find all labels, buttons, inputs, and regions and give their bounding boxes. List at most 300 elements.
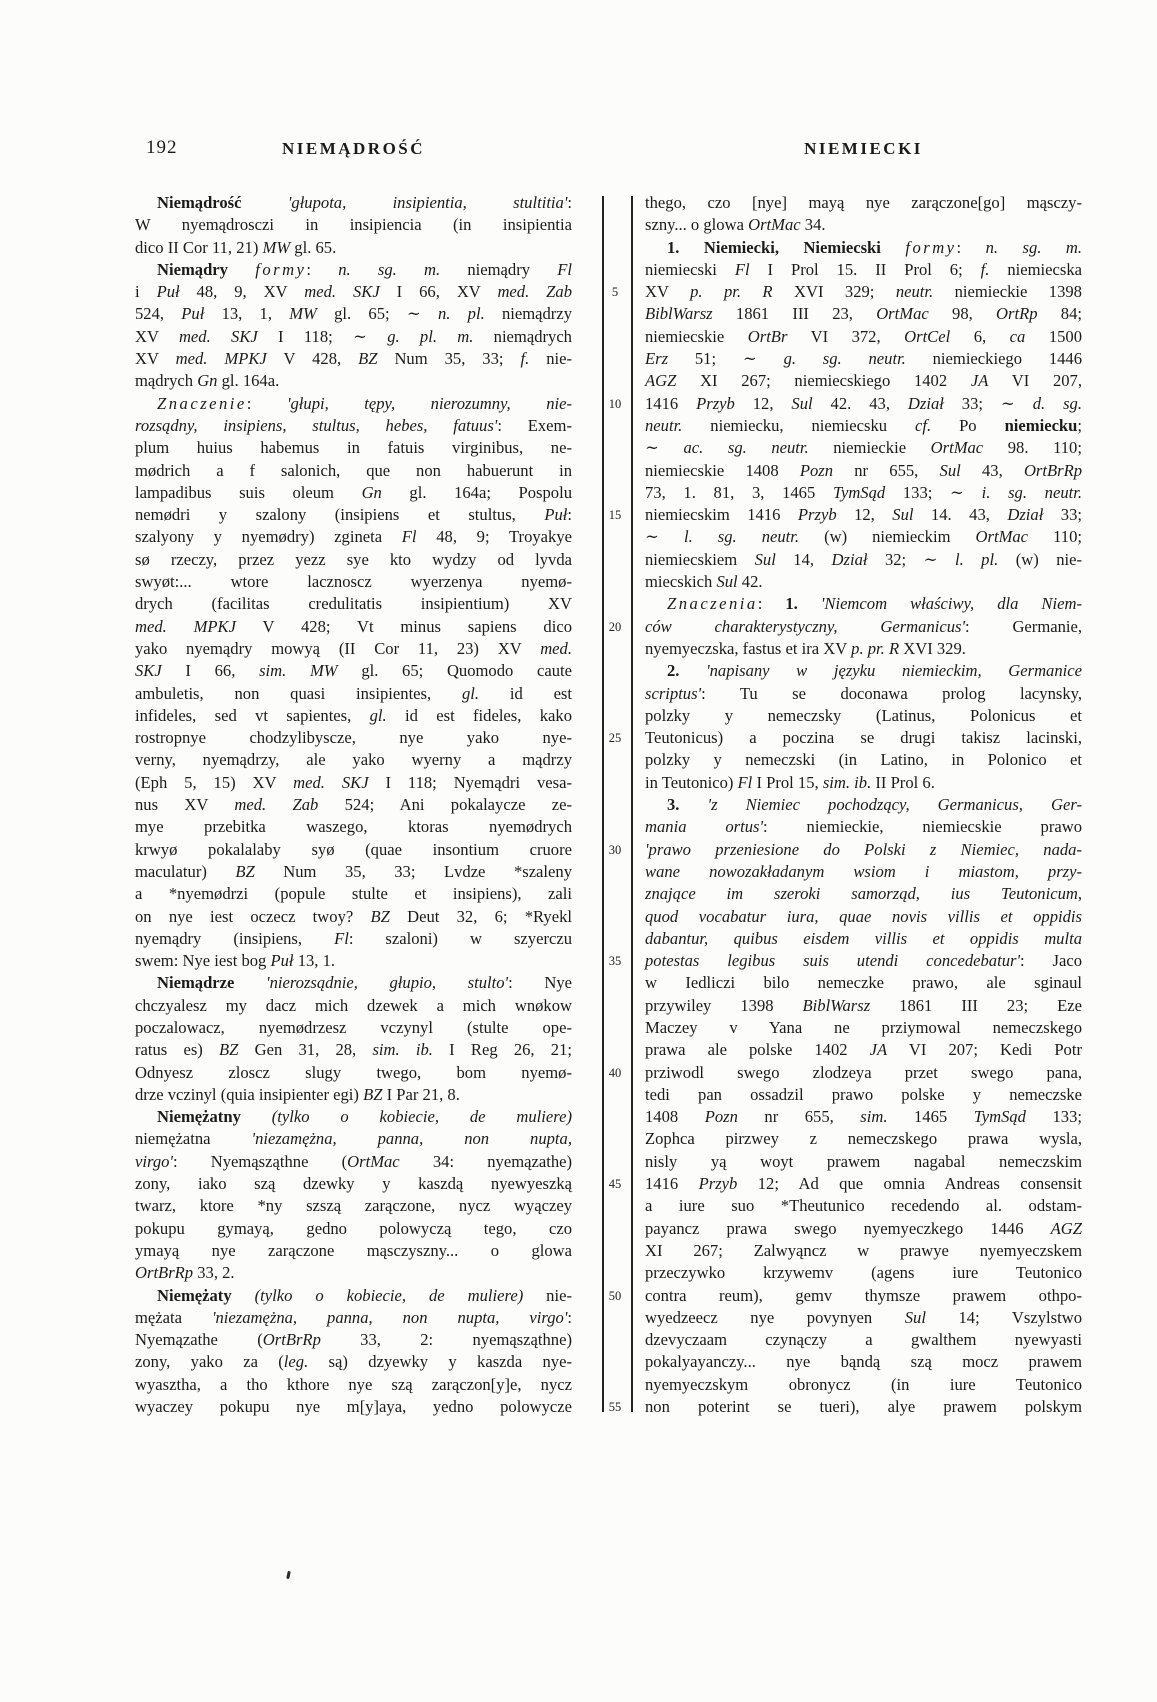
headword-text: 3. [667,795,680,815]
text-line [645,1262,1082,1284]
italic-text: g. pl. m. [387,326,474,346]
body-text: I Prol 15. II Prol 6; [749,259,981,279]
text-line [645,1173,1082,1195]
italic-text: leg. [283,1352,309,1372]
italic-text: (tylko o kobiecie, de muliere) [271,1107,572,1127]
text-line [135,237,572,259]
italic-text: 'prawo przeniesione do Polski z Niemiec, nada- [645,839,1082,859]
body-text: rostropnye chodzylibyscze, nye yako nye- [135,728,572,748]
italic-text: Puł [544,505,568,525]
line-number [600,1084,630,1106]
line-number [600,370,630,392]
body-text: : [757,594,786,614]
line-number [600,638,630,660]
body-text: I 66, [161,661,260,681]
italic-text: med. SKJ [304,282,380,302]
body-text: 524, [135,304,182,324]
text-line [135,1128,572,1150]
italic-text: f. [520,349,530,369]
italic-text: g. sg. neutr. [783,349,906,369]
body-text: 14, [775,549,832,569]
body-text: : Germanie, [965,616,1083,636]
text-line [135,1039,572,1061]
italic-text: f. [980,259,990,279]
page-number: 192 [146,137,178,158]
text-line [135,772,572,794]
body-text: wyaczey pokupu nye m[y]aya, yedno polowycze [135,1397,572,1417]
line-number [600,816,630,838]
italic-text: (tylko o kobiecie, de muliere) [254,1285,524,1305]
line-number: 45 [608,1177,622,1192]
italic-text: 'niezamężna, panna, non nupta, virgo' [211,1307,568,1327]
italic-text: neutr. [895,282,934,302]
text-line [645,995,1082,1017]
body-text: 34. [800,215,826,235]
line-number [600,1151,630,1173]
body-text: Teutonicus) a poczina se drugi takisz lacinski, [645,728,1082,748]
line-number: 25 [608,731,622,746]
italic-text: BZ [358,349,378,369]
italic-text: Fl [557,259,572,279]
body-text: : [567,193,573,212]
line-number [600,1017,630,1039]
italic-text: d. sg. [1032,393,1083,413]
body-text: nr 655, [737,1107,861,1127]
body-text: on nye iest oczecz twoy? [135,906,371,926]
line-number: 35 [608,954,622,969]
body-text: szalyony y nyemødry) zgineta [135,527,402,547]
text-line [135,1329,572,1351]
body-text: V 428, [266,349,359,369]
text-line [645,1062,1082,1084]
body-text: XV [135,326,179,346]
body-text: wyedzeecz nye povynyen [645,1307,905,1327]
running-head-left: NIEMĄDROŚĆ [281,139,426,158]
text-line [135,504,572,526]
text-line [645,303,1082,325]
left-column [135,192,572,1418]
body-text: 1500 [1025,326,1083,346]
text-line [135,1218,572,1240]
italic-text: med. Zab [234,795,319,815]
headword-text: 2. [667,661,680,681]
italic-text: n. sg. m. [985,237,1082,257]
text-line [135,1374,572,1396]
italic-text: BiblWarsz [645,304,713,324]
text-line [135,1151,572,1173]
text-line [135,1285,572,1307]
text-line [645,281,1082,303]
italic-text: BZ [219,1040,239,1060]
line-number [600,437,630,459]
body-text: ratus es) [135,1040,220,1060]
body-text: gl. 65; ∼ [316,304,438,324]
text-line [645,950,1082,972]
body-text [798,594,821,613]
italic-text: OrtBrRp [262,1330,321,1350]
italic-text: p. pr. R [690,282,773,302]
italic-text: sim. [860,1107,888,1127]
italic-text: 'napisany w języku niemieckim, Germanice [706,661,1082,681]
body-text: 1408 [645,1107,705,1127]
text-line [645,816,1082,838]
body-text: non poterint se tueri), alye prawem polskym [645,1397,1082,1417]
body-text: Maczey v Yana ne prziymowal nemeczskego [645,1017,1082,1037]
italic-text: gl. [369,705,387,725]
line-number [600,995,630,1017]
body-text: ∼ [645,438,684,458]
body-text: XVI 329; [772,282,896,302]
body-text [232,1286,255,1305]
body-text: (w) nie- [998,549,1082,569]
body-text: 43, [960,460,1024,480]
text-line [645,638,1082,660]
text-line [645,348,1082,370]
text-line [135,749,572,771]
text-line [135,1017,572,1039]
italic-text: Pozn [799,460,834,480]
italic-text: OrtBr [747,326,788,346]
body-text: (w) niemieckim [799,527,976,547]
italic-text: BZ [235,861,255,881]
italic-text: cf. [915,415,932,435]
body-text: : Exem- [497,415,572,435]
italic-text: n. sg. m. [338,259,441,279]
text-line [135,616,572,638]
text-line [645,1374,1082,1396]
headword-text: Niemężaty [157,1285,232,1305]
body-text: 1861 III 23; Eze [870,995,1082,1015]
body-text: Num 35, 33; [377,349,521,369]
italic-text: sim. MW [259,661,338,681]
line-number [600,192,630,214]
body-text: twarz, ktore *ny szszą zarączone, nycz wyączey [135,1196,572,1216]
italic-text: Puł [181,304,205,324]
body-text: gl. 65. [290,237,337,257]
body-text: nyemyeczska, fastus et ira XV [645,638,852,658]
body-text: pokalyayanczy... nye bąndą szą mocz prawem [645,1352,1082,1372]
body-text: mądrych [135,371,198,391]
body-text: 48, 9; Troyakye [416,527,572,547]
body-text: W nyemądrosczi in insipiencia (in insipientia [135,215,572,235]
line-number [600,326,630,348]
italic-text: med. MPKJ [175,349,267,369]
body-text: prziwodl swego zlodzeya przet swego pana, [645,1062,1082,1082]
body-text: nr 655, [833,460,940,480]
line-number: 10 [608,396,622,411]
italic-text: Fl [734,259,750,279]
column-divider-rule-right [631,196,633,1412]
line-number [600,1128,630,1150]
line-number [600,1218,630,1240]
text-line [135,638,572,660]
text-line [135,1307,572,1329]
text-line [135,1084,572,1106]
body-text: 1416 [645,1174,699,1194]
headword-text: 1. Niemiecki, Niemiecski [667,237,881,257]
italic-text: Znaczenia [667,594,758,614]
text-line [645,727,1082,749]
body-text: 12, [836,505,893,525]
body-text: 6, [950,326,1010,346]
body-text: dico II Cor 11, 21) [135,237,263,257]
line-number [600,1374,630,1396]
body-text: Po [931,415,1005,435]
body-text: nus XV [135,795,235,815]
line-number [600,1351,630,1373]
text-line [135,883,572,905]
italic-text: Sul [939,460,961,480]
body-text: nie- [529,349,572,369]
text-line [645,192,1082,214]
body-text: 34: nyemązathe) [399,1151,573,1171]
italic-text: Sul [716,572,738,592]
italic-text: l. sg. neutr. [683,527,800,547]
text-line [645,749,1082,771]
body-text: są) dzyewky y kaszda nye- [308,1352,572,1372]
italic-text: Sul [791,393,813,413]
text-line [135,861,572,883]
body-text: : [567,505,572,525]
line-number [600,972,630,994]
body-text: 1465 [887,1107,974,1127]
body-text: I 118; ∼ [257,326,388,346]
italic-text: Przyb [698,1174,738,1194]
text-line [135,348,572,370]
body-text: niemiecku, niemiecsku [682,415,916,435]
italic-text: scriptus' [645,683,702,703]
text-line [645,683,1082,705]
body-text: mye przebitka waszego, ktoras nyemødrych [135,817,572,837]
body-text: niemiecskiem [645,549,755,569]
body-text: 524; Ani pokalaycze ze- [318,795,573,815]
body-text: lampadibus suis oleum [135,482,362,502]
line-number [600,1240,630,1262]
body-text: 1416 [645,393,697,413]
line-number [600,460,630,482]
text-line [135,1106,572,1128]
text-line [645,326,1082,348]
text-line [645,526,1082,548]
italic-text: Sul [904,1307,926,1327]
body-text: 1861 III 23, [712,304,877,324]
line-number: 30 [608,842,622,857]
body-text: ∼ [645,527,684,547]
italic-text: quod vocabatur iura, quae novis villis et oppidis [645,906,1082,926]
headword-text: Niemądry [157,259,228,279]
line-number [600,772,630,794]
italic-text: Dział [831,549,868,569]
body-text: 73, 1. 81, 3, 1465 [645,482,833,502]
body-text: nyemądry (insipiens, [135,928,335,948]
line-number [600,593,630,615]
body-text: 13, 1. [293,951,336,971]
body-text: XI 267; Zalwyąncz w prawye nyemyeczskem [645,1240,1082,1260]
body-text: yako nyemądry mowyą (II Cor 11, 23) XV [135,638,541,658]
body-text: I Prol 15, [752,772,823,792]
text-line [135,995,572,1017]
body-text: 110; [1028,527,1082,547]
text-line [645,214,1082,236]
italic-text: 'Niemcom właściwy, dla Niem- [820,594,1082,614]
body-text: Odnyesz zloscz slugy twego, bom nyemø- [135,1062,572,1082]
body-text: id est [479,683,572,703]
line-number [600,660,630,682]
text-line [135,705,572,727]
headword-text: Niemądrość [157,193,242,212]
line-number [600,482,630,504]
body-text: Zophca pirzwey z nemeczskego prawa wysla, [645,1129,1082,1149]
body-text: nie- [523,1285,572,1305]
text-line [645,393,1082,415]
text-line [135,1195,572,1217]
line-number [600,1262,630,1284]
body-text: gl. 164a. [217,371,280,391]
body-text [234,973,266,992]
italic-text: Fl [334,928,349,948]
italic-text: i. sg. neutr. [981,482,1082,502]
line-number [600,705,630,727]
line-number [600,1106,630,1128]
italic-text: neutr. [645,415,683,435]
text-line [645,1039,1082,1061]
body-text: niemiecskie [645,326,748,346]
body-text: Gen 31, 28, [238,1040,373,1060]
italic-text: 'niezamężna, panna, non nupta, [251,1129,572,1149]
right-column [645,192,1082,1418]
italic-text: Fl [401,527,417,547]
italic-text: med. SKJ [178,326,258,346]
line-number: 15 [608,508,622,523]
body-text: niemiecski [645,259,735,279]
text-line [135,1262,572,1284]
text-line [645,1351,1082,1373]
text-line [645,415,1082,437]
body-text: zony, iako szą dzewky y kaszdą nyewyeszką [135,1174,572,1194]
body-text: : [306,259,339,279]
text-line [645,772,1082,794]
body-text: nemødri y szalony (insipiens et stultus, [135,505,545,525]
italic-text: Fl [737,772,753,792]
body-text: niemieckiego 1446 [905,349,1083,369]
body-text: ; [1077,415,1083,435]
line-number [600,1329,630,1351]
line-number: 20 [608,619,622,634]
italic-text: Sul [892,505,914,525]
body-text: XV [645,282,691,302]
text-line [135,393,572,415]
body-text: 12; Ad que omnia Andreas consensit [737,1174,1082,1194]
text-line [135,370,572,392]
text-line [645,794,1082,816]
italic-text: AGZ [1050,1218,1082,1238]
italic-text: Znaczenie [157,393,247,413]
text-line [135,816,572,838]
headword-text: Niemężatny [157,1107,241,1127]
scan-speck [286,1571,291,1579]
body-text: : niemieckie, niemiecskie prawo [763,817,1082,837]
body-text [679,661,706,680]
body-text: niemiecskie 1408 [645,460,800,480]
body-text: dzevyczaam czynączy a gwalthem nyewyasti [645,1330,1082,1350]
italic-text: AGZ [645,371,677,391]
body-text: niemieckie 1398 [933,282,1082,302]
italic-text: OrtMac [975,527,1029,547]
text-line [135,281,572,303]
text-line [135,794,572,816]
italic-text: 'głupi, tępy, nierozumny, nie- [286,393,573,413]
text-line [135,192,572,214]
body-text: 98, [928,304,997,324]
body-text: I 118; Nyemądri vesa- [368,772,572,792]
body-text: krwyø pokalalaby syø (quae insontium cruore [135,839,572,859]
italic-text: OrtCel [904,326,951,346]
line-number [600,415,630,437]
body-text: VI 372, [787,326,905,346]
body-text: chczyalesz my dacz mich dzewek a mich wnøkow [135,995,572,1015]
text-line [645,906,1082,928]
italic-text: wane nowozakładanym wsiom i miastom, przy- [645,861,1082,881]
text-line [135,437,572,459]
italic-text: OrtBrRp [1023,460,1083,480]
italic-text: ców charakterystyczny, Germanicus' [645,616,966,636]
body-text: V 428; Vt minus sapiens dico [236,616,572,636]
italic-text: Dział [907,393,944,413]
body-text: sø rzeczy, przez yezz sye kto wydzy od lyvda [135,549,572,569]
italic-text: rozsądny, insipiens, stultus, hebes, fatuus' [135,415,498,435]
italic-text: ac. sg. neutr. [683,438,809,458]
text-line [135,1173,572,1195]
italic-text: med. Zab [497,282,572,302]
body-text: id est fideles, kako [386,705,572,725]
body-text: swem: Nye iest bog [135,951,271,971]
line-number [600,1039,630,1061]
body-text: poczalowacz, nyemødrzesz vczynyl (stulte ope- [135,1017,572,1037]
body-text: XV [135,349,176,369]
text-line [135,1351,572,1373]
body-text: niemądrych [473,326,572,346]
text-line [135,526,572,548]
body-text: 48, 9, XV [179,282,305,302]
text-line [135,549,572,571]
italic-text: Pozn [704,1107,738,1127]
text-line [645,1396,1082,1418]
italic-text: Sul [754,549,776,569]
body-text [242,193,288,212]
italic-text: OrtMac [347,1151,400,1171]
body-text: 133; [1025,1107,1082,1127]
line-number [600,214,630,236]
italic-text: BiblWarsz [802,995,871,1015]
italic-text: SKJ [135,661,162,681]
text-line [135,593,572,615]
italic-text: ca [1009,326,1026,346]
body-text: XI 267; niemiecskiego 1402 [676,371,971,391]
text-line [645,504,1082,526]
text-line [645,237,1082,259]
body-text: i [135,282,157,302]
line-number [600,549,630,571]
italic-text: OrtMac [748,215,801,235]
body-text: polzky y nemeczsky (Latinus, Polonicus et [645,705,1082,725]
body-text: tedi pan ossadzil prawo polske y nemeczske [645,1084,1082,1104]
body-text: 14. 43, [913,505,1008,525]
italic-text: n. pl. [437,304,485,324]
text-line [135,1062,572,1084]
line-number [600,237,630,259]
italic-text: BZ [370,906,390,926]
headword-text: 1. [785,594,798,614]
